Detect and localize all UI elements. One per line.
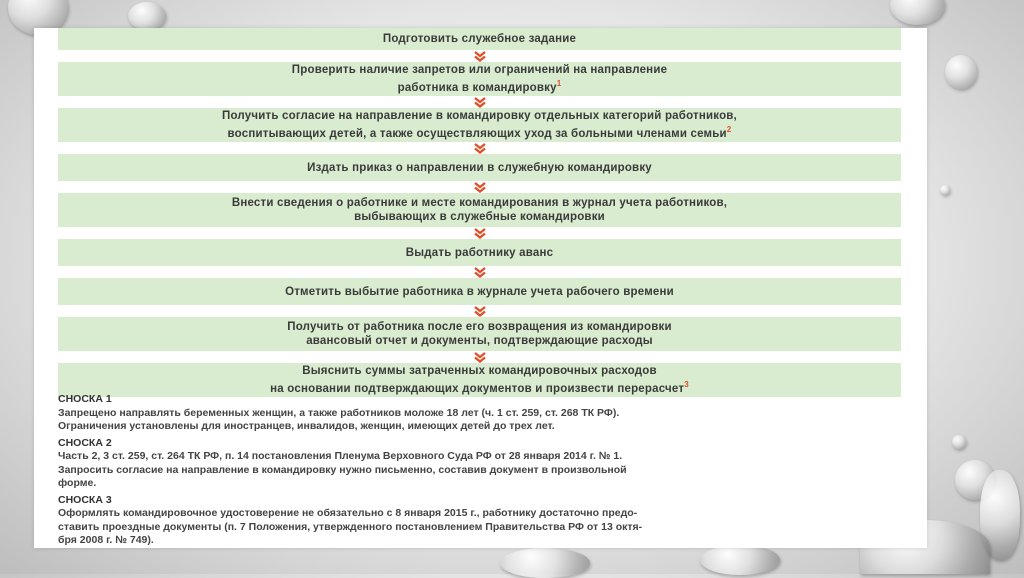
flow-step — [58, 28, 901, 50]
chevron-down-icon — [58, 351, 901, 363]
footnote-text: ставить проездные документы (п. 7 Положения, утвержденного постановлением Правительства РФ от 13 октя- — [58, 520, 643, 533]
water-drop-decoration — [128, 2, 166, 30]
chevron-down-icon — [58, 305, 901, 317]
footnote-text: Запросить согласие на направление в командировку нужно письменно, составив документ в произвольной — [58, 463, 627, 476]
water-drop-decoration — [890, 0, 945, 25]
flow-step — [58, 154, 901, 181]
flow-step-line: работника в командировку$^1$ — [397, 79, 562, 94]
flow-step — [58, 193, 901, 227]
water-drop-decoration — [952, 435, 966, 449]
flow-step-line: Издать приказ о направлении в служебную командировку — [307, 161, 652, 174]
flow-step-line: авансовый отчет и документы, подтверждающие расходы — [306, 335, 653, 347]
flow-step-line: Выяснить суммы затраченных командировочных расходов — [302, 365, 657, 378]
flow-step-line: воспитывающих детей, а также осуществляющих уход за больными членами семьи$^2$ — [227, 125, 732, 140]
flow-step — [58, 108, 901, 142]
flow-step-line: Отметить выбытие работника в журнале учета рабочего времени — [285, 285, 674, 298]
footnotes — [58, 390, 908, 548]
footnote-text: Часть 2, 3 ст. 259, ст. 264 ТК РФ, п. 14 постановления Пленума Верховного Суда РФ от 28 января 2014 г. № 1. — [58, 450, 623, 462]
footnote-marker: 1 — [556, 79, 562, 89]
footnote-text: Оформлять командировочное удостоверение не обязательно с 8 января 2015 г., работнику достаточно предо- — [58, 507, 638, 519]
footnote-text: Запрещено направлять беременных женщин, а также работников моложе 18 лет (ч. 1 ст. 259, ст. 268 ТК РФ). — [58, 406, 620, 419]
chevron-down-icon — [58, 96, 901, 108]
flow-step-line: Выдать работнику аванс — [405, 246, 554, 259]
footnote-marker: 2 — [726, 125, 732, 135]
footnote-text: форме. — [58, 477, 97, 489]
flow-step — [58, 317, 901, 351]
flow-step-line: на основании подтверждающих документов и произвести перерасчет$^3$ — [270, 380, 689, 395]
water-drop-decoration — [945, 55, 977, 89]
flow-step — [58, 278, 901, 305]
footnote-text: Ограничения установлены для иностранцев, инвалидов, женщин, имеющих детей до трех лет. — [58, 420, 555, 432]
footnote-title: СНОСКА 3 — [58, 493, 112, 506]
flow-step-line: Получить от работника после его возвращения из командировки — [287, 321, 672, 333]
flow-step-line: Внести сведения о работнике и месте командирования в журнал учета работников, — [231, 197, 728, 209]
chevron-down-icon — [58, 142, 901, 154]
document-card — [34, 28, 927, 548]
chevron-down-icon — [58, 181, 901, 193]
chevron-down-icon — [58, 266, 901, 278]
water-drop-decoration — [940, 185, 950, 195]
flow-step — [58, 62, 901, 96]
footnote-marker: 3 — [684, 380, 689, 390]
footnote-title: СНОСКА 1 — [58, 393, 112, 405]
flow-step — [58, 239, 901, 266]
water-drop-decoration — [700, 545, 780, 575]
process-flowchart — [58, 28, 901, 397]
flow-step-line: Проверить наличие запретов или ограничений на направление — [291, 64, 668, 77]
flow-step-line: Подготовить служебное задание — [382, 33, 577, 45]
footnote-title: СНОСКА 2 — [58, 436, 112, 449]
footnote-text: бря 2008 г. № 749). — [58, 534, 154, 546]
flow-step-line: выбывающих в служебные командировки — [354, 211, 605, 223]
chevron-down-icon — [58, 227, 901, 239]
flow-step-line: Получить согласие на направление в командировку отдельных категорий работников, — [222, 110, 737, 123]
chevron-down-icon — [58, 50, 901, 62]
